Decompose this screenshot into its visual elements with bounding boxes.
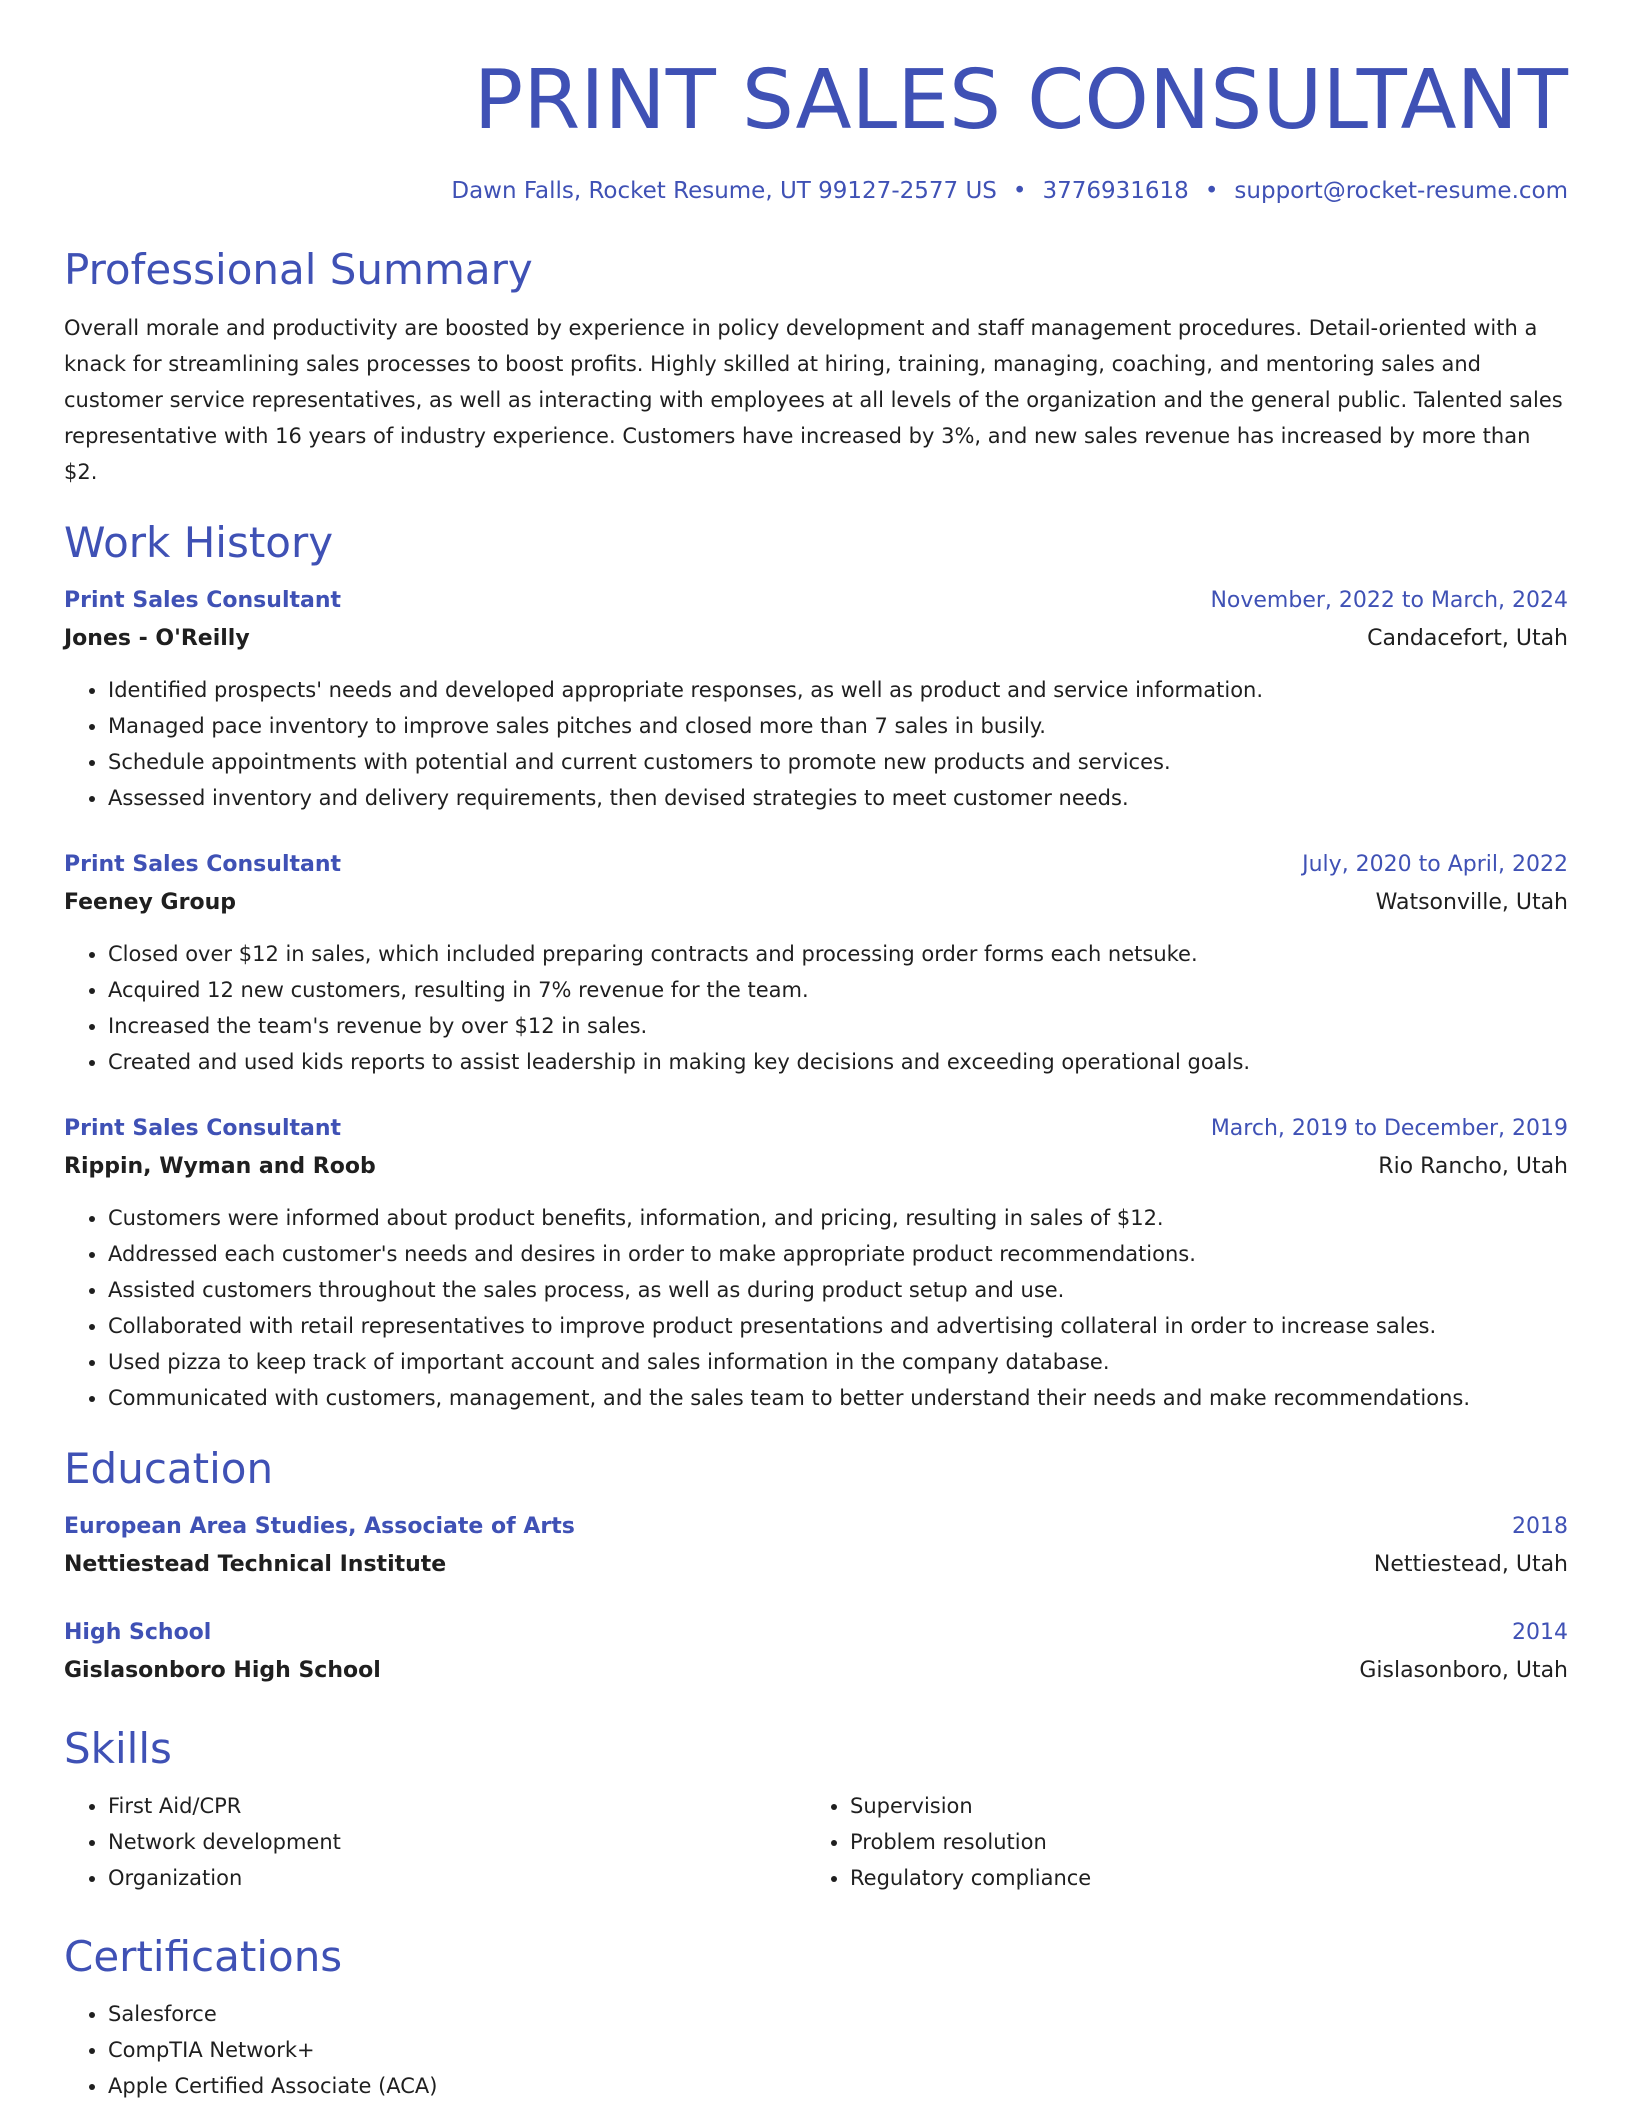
education-location: Gislasonboro, Utah [1359,1658,1568,1683]
skill-item: • First Aid/CPR [108,1788,806,1824]
job-bullets [64,1200,1568,1416]
job-entry [64,846,1568,1080]
certifications-list [64,1996,1568,2104]
job-bullet: • Closed over $12 in sales, which included preparing contracts and processing order forms each netsuke. [108,936,1568,972]
education-entry [64,1614,1568,1690]
resume-page [64,0,1568,2104]
job-bullet: • Communicated with customers, management, and the sales team to better understand their needs and make recommendations. [108,1380,1568,1416]
job-bullets [64,672,1568,816]
education-heading: Education [64,1444,274,1493]
job-entry [64,582,1568,816]
contact-line [64,175,1568,207]
skill-item: • Regulatory compliance [850,1860,1548,1896]
resume-title: PRINT SALES CONSULTANT [473,53,1568,148]
education-entry [64,1508,1568,1584]
job-role: Print Sales Consultant [64,588,342,613]
education-school: Gislasonboro High School [64,1658,381,1683]
job-bullet: • Collaborated with retail representatives to improve product presentations and advertising collateral in order to increase sales. [108,1308,1568,1344]
skill-item: • Network development [108,1824,806,1860]
education-year: 2018 [1512,1514,1568,1539]
education-location: Nettiestead, Utah [1373,1552,1568,1577]
skills-heading: Skills [64,1724,172,1773]
job-entry [64,1110,1568,1416]
job-location: Candacefort, Utah [1367,626,1568,651]
job-bullet: • Used pizza to keep track of important account and sales information in the company database. [108,1344,1568,1380]
job-role: Print Sales Consultant [64,1116,342,1141]
job-location: Watsonville, Utah [1375,890,1568,915]
skill-item: • Supervision [850,1788,1548,1824]
job-dates: July, 2020 to April, 2022 [1302,852,1568,877]
job-company: Rippin, Wyman and Roob [64,1154,376,1179]
job-bullet: • Addressed each customer's needs and desires in order to make appropriate product recommendations. [108,1236,1568,1272]
job-bullet: • Acquired 12 new customers, resulting in 7% revenue for the team. [108,972,1568,1008]
job-bullet: • Customers were informed about product benefits, information, and pricing, resulting in sales of $12. [108,1200,1568,1236]
job-bullet: • Schedule appointments with potential and current customers to promote new products and services. [108,744,1568,780]
job-bullet: • Assisted customers throughout the sales process, as well as during product setup and use. [108,1272,1568,1308]
education-school: Nettiestead Technical Institute [64,1552,447,1577]
education-degree: High School [64,1620,212,1645]
job-company: Feeney Group [64,890,236,915]
skills-grid [64,1788,1568,1896]
contact-phone: 3776931618 [1042,178,1189,204]
job-dates: March, 2019 to December, 2019 [1210,1116,1568,1141]
certification-item: • CompTIA Network+ [108,2032,1568,2068]
summary-text: Overall morale and productivity are boosted by experience in policy development and staff management procedures. Detail-oriented with a knack for streamlining sales processes to boost profits. Highly skilled at hiring, training, managing, coaching, and mentoring sales and customer service representatives, as well as interacting with employees at all levels of the organization and the general public. Talented sales representative with 16 years of industry experience. Customers have increased by 3%, and new sales revenue has increased by more than $2. [64,316,1563,484]
contact-email[interactable]: support@rocket-resume.com [1234,178,1568,204]
job-location: Rio Rancho, Utah [1378,1154,1568,1179]
work-history-heading: Work History [64,518,334,567]
skill-item: • Organization [108,1860,806,1896]
job-bullet: • Assessed inventory and delivery requirements, then devised strategies to meet customer needs. [108,780,1568,816]
skill-item: • Problem resolution [850,1824,1548,1860]
job-bullet: • Identified prospects' needs and developed appropriate responses, as well as product and service information. [108,672,1568,708]
contact-separator: • [1012,178,1027,204]
job-bullet: • Managed pace inventory to improve sales pitches and closed more than 7 sales in busily. [108,708,1568,744]
job-bullet: • Created and used kids reports to assist leadership in making key decisions and exceeding operational goals. [108,1044,1568,1080]
certifications-heading: Certifications [64,1932,343,1981]
skills-column-right [806,1788,1548,1896]
job-bullet: • Increased the team's revenue by over $12 in sales. [108,1008,1568,1044]
education-year: 2014 [1512,1620,1568,1645]
summary-heading: Professional Summary [64,245,533,294]
certification-item: • Apple Certified Associate (ACA) [108,2068,1568,2104]
job-bullets [64,936,1568,1080]
job-role: Print Sales Consultant [64,852,342,877]
certification-item: • Salesforce [108,1996,1568,2032]
skills-column-left [64,1788,806,1896]
education-degree: European Area Studies, Associate of Arts [64,1514,575,1539]
contact-separator: • [1204,178,1219,204]
job-company: Jones - O'Reilly [64,626,250,651]
contact-address: Dawn Falls, Rocket Resume, UT 99127-2577 US [451,178,997,204]
job-dates: November, 2022 to March, 2024 [1210,588,1568,613]
